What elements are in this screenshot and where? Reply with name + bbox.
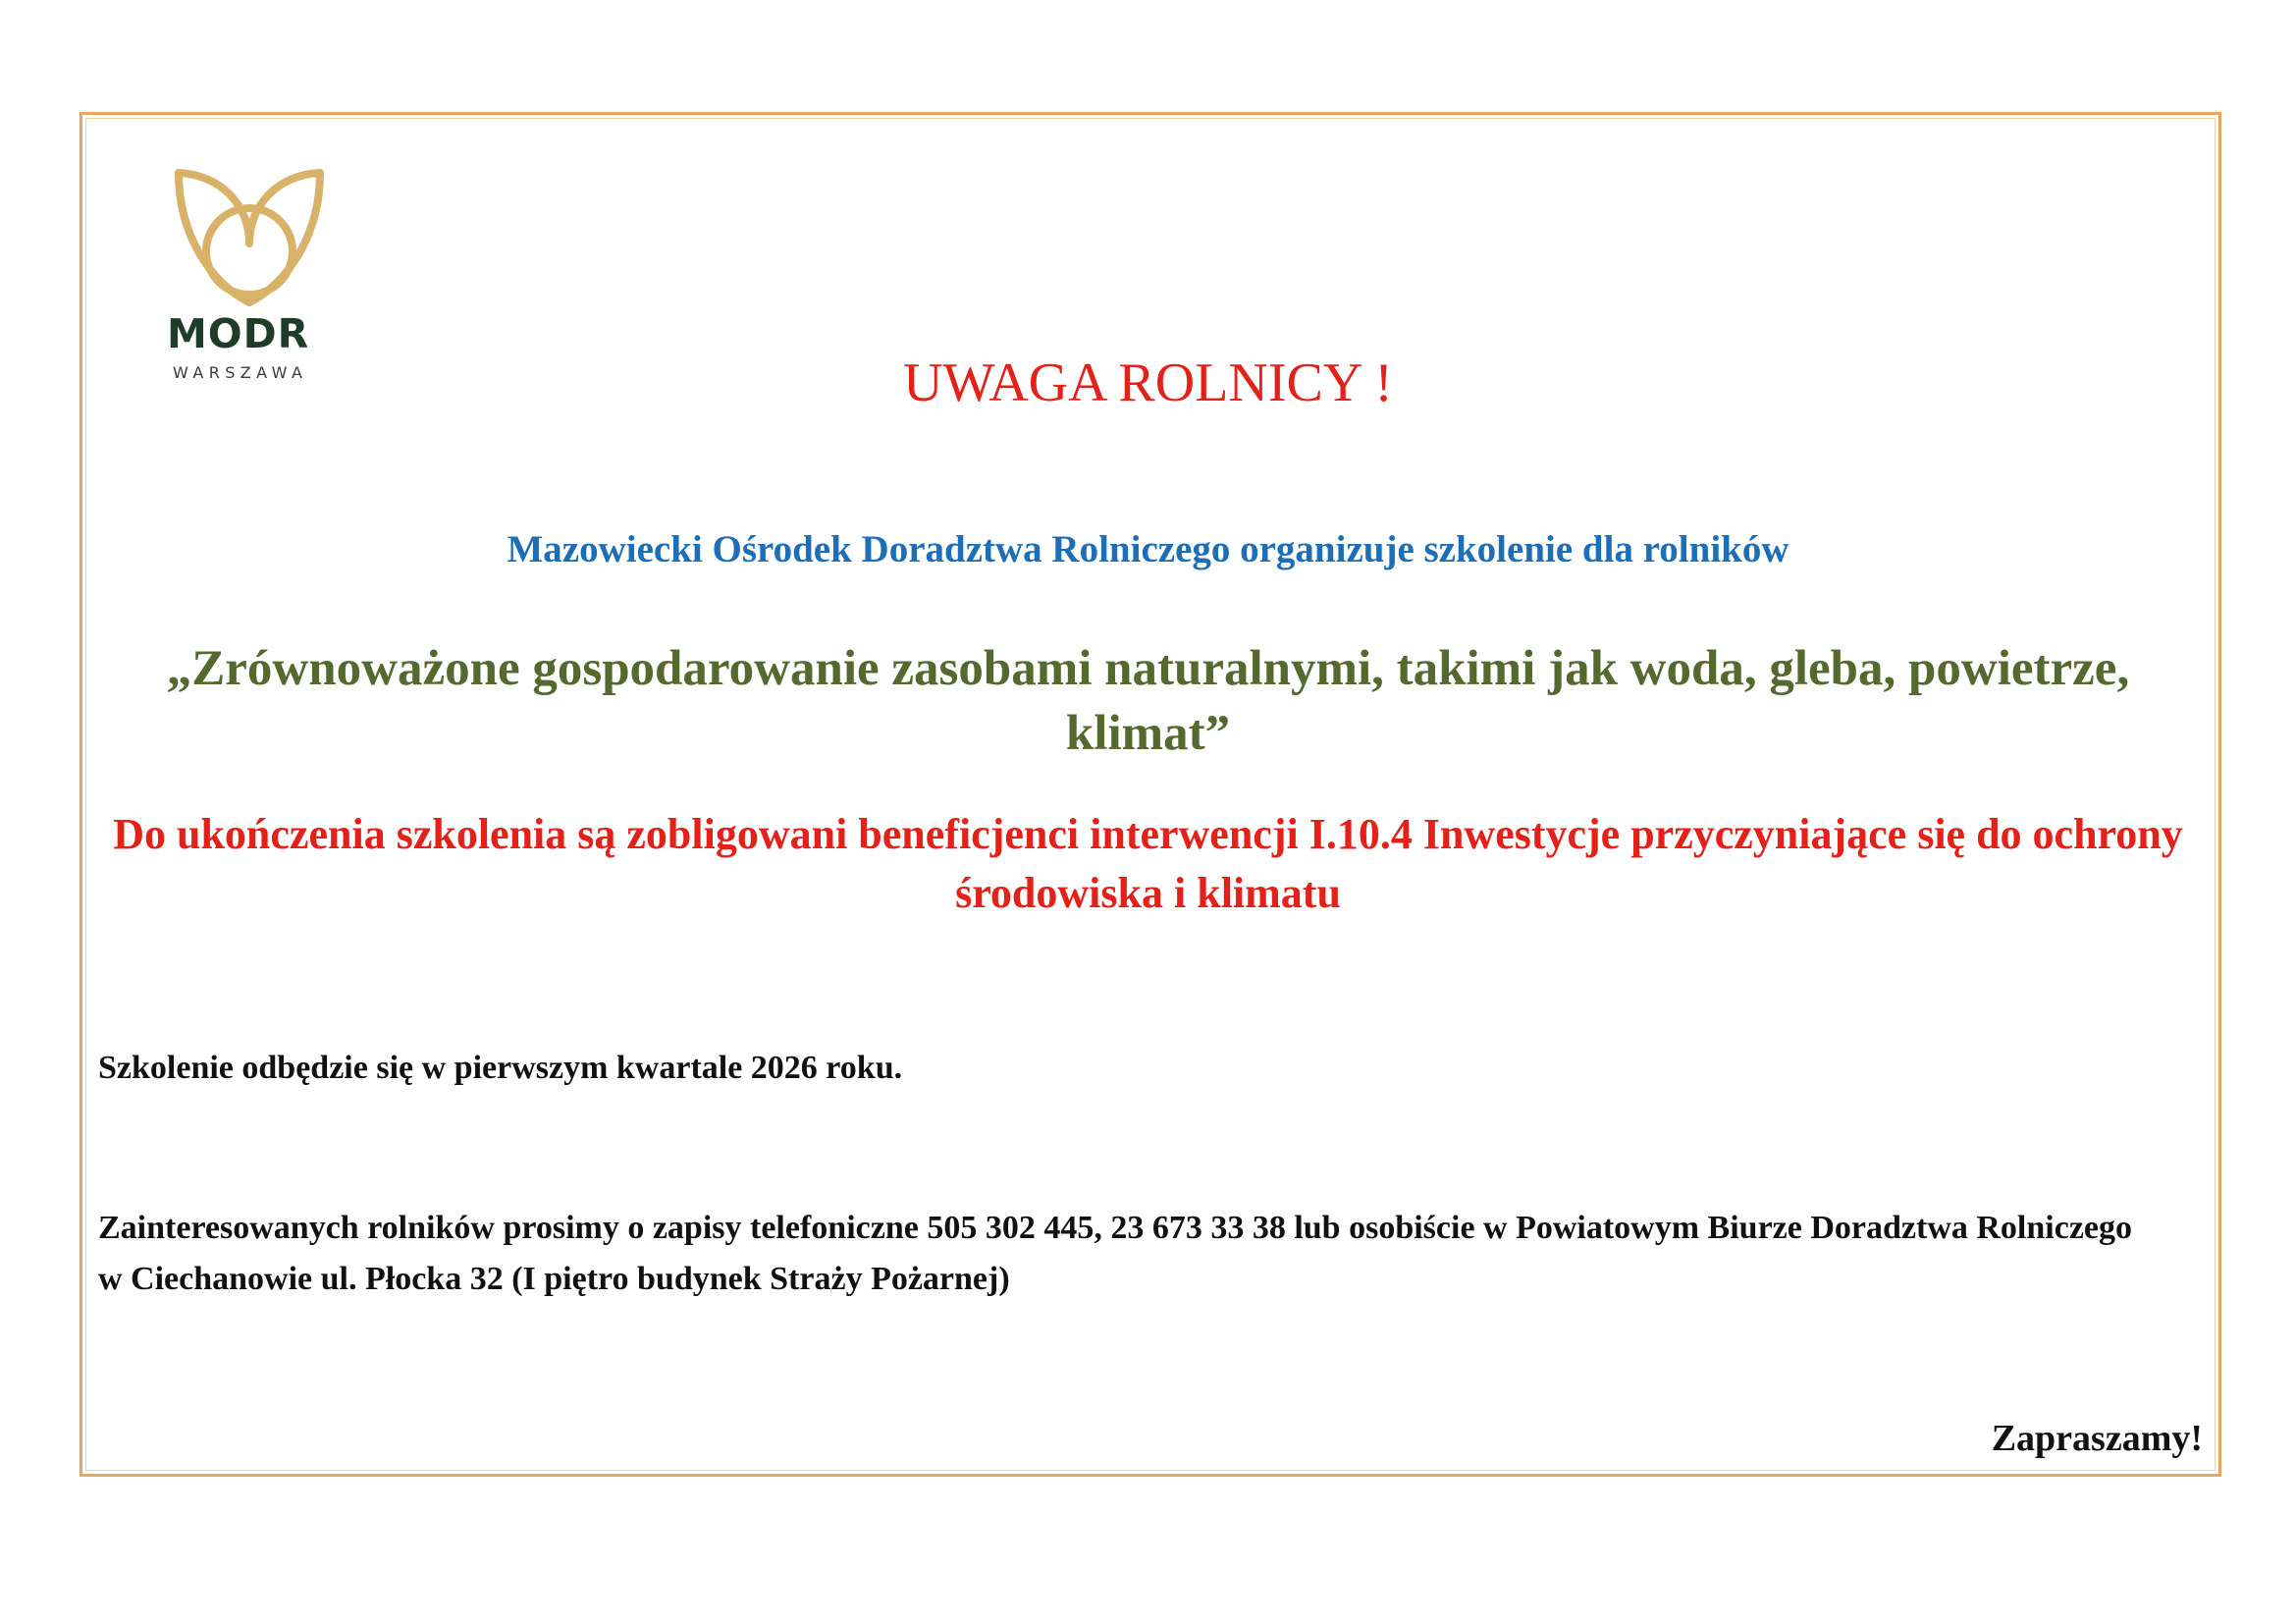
organizer-line: Mazowiecki Ośrodek Doradztwa Rolniczego organizuje szkolenie dla rolników: [507, 528, 1789, 570]
contact-text: Zainteresowanych rolników prosimy o zapisy telefoniczne 505 302 445, 23 673 33 38 lub osobiście w Powiatowym Biurze Doradztwa Rolniczego w Ciechanowie ul. Płocka 32 (I piętro budynek Straży Pożarnej): [98, 1210, 2133, 1297]
schedule-text: Szkolenie odbędzie się w pierwszym kwartale 2026 roku.: [98, 1050, 903, 1086]
triquetra-logo-icon: [171, 165, 328, 310]
page-title: UWAGA ROLNICY !: [903, 352, 1393, 413]
logo-name: MODR: [167, 310, 310, 357]
logo-subtitle: WARSZAWA: [173, 363, 308, 382]
obligation-note: Do ukończenia szkolenia są zobligowani beneficjenci interwencji I.10.4 Inwestycje przyczyniające się do ochrony środowiska i klimatu: [113, 810, 2183, 917]
closing-text: Zapraszamy!: [1991, 1418, 2203, 1459]
course-title: „Zrównoważone gospodarowanie zasobami naturalnymi, takimi jak woda, gleba, powietrze, klimat”: [166, 641, 2130, 761]
